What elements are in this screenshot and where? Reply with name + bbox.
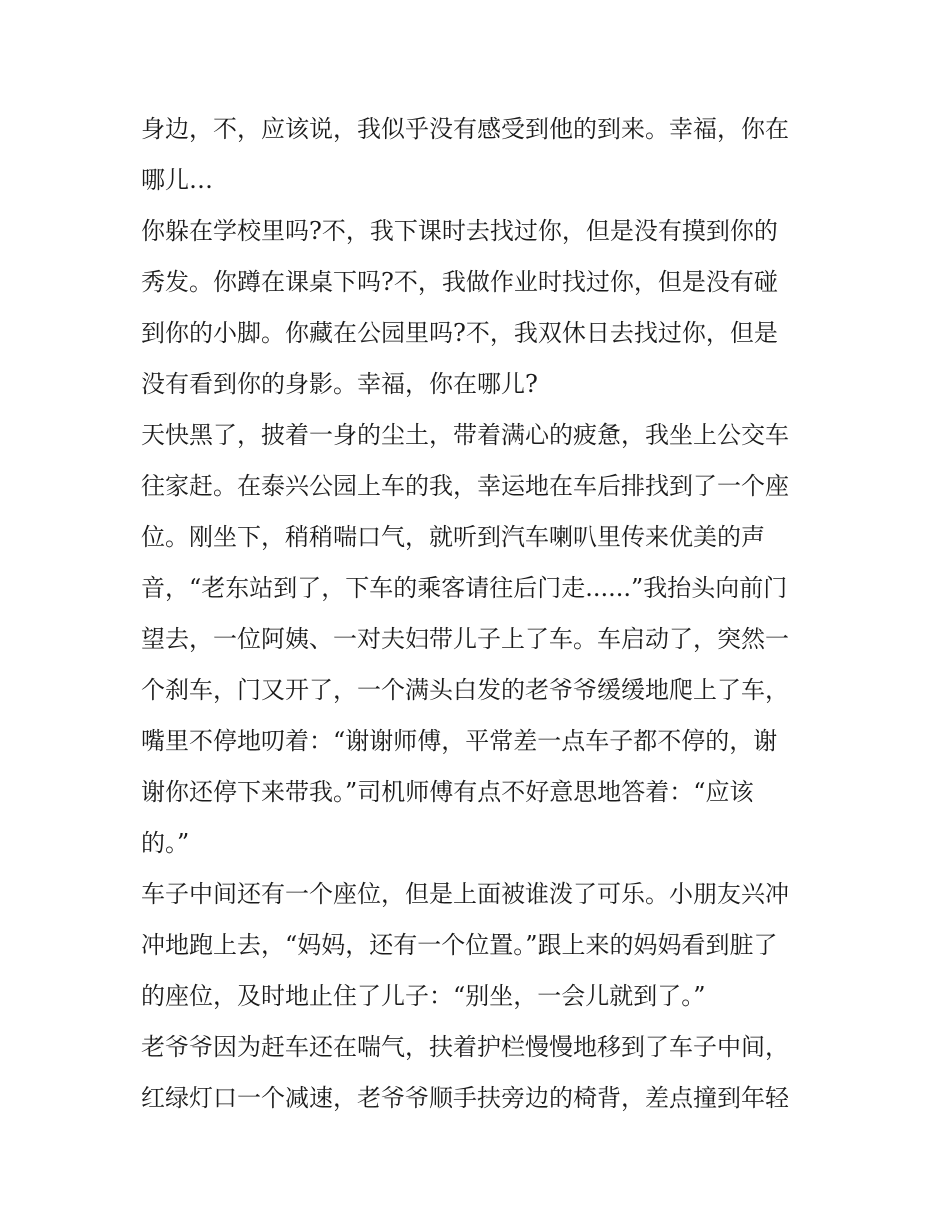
text-line: 个刹车，门又开了，一个满头白发的老爷爷缓缓地爬上了车， <box>141 676 789 704</box>
text-line: 到你的小脚。你藏在公园里吗?不，我双休日去找过你，但是 <box>141 319 778 347</box>
text-line: 的。” <box>141 829 190 857</box>
text-line: 音，“老东站到了，下车的乘客请往后门走......”我抬头向前门 <box>141 574 788 602</box>
text-line: 没有看到你的身影。幸福，你在哪儿? <box>141 370 538 398</box>
text-line: 车子中间还有一个座位，但是上面被谁泼了可乐。小朋友兴冲 <box>141 880 789 908</box>
text-line: 天快黑了，披着一身的尘土，带着满心的疲惫，我坐上公交车 <box>141 421 789 449</box>
text-line: 老爷爷因为赶车还在喘气，扶着护栏慢慢地移到了车子中间， <box>141 1033 789 1061</box>
text-line: 秀发。你蹲在课桌下吗?不，我做作业时找过你，但是没有碰 <box>141 268 778 296</box>
text-line: 冲地跑上去，“妈妈，还有一个位置。”跟上来的妈妈看到脏了 <box>141 931 778 959</box>
text-line: 位。刚坐下，稍稍喘口气，就听到汽车喇叭里传来优美的声 <box>141 523 765 551</box>
text-line: 嘴里不停地叨着：“谢谢师傅，平常差一点车子都不停的，谢 <box>141 727 778 755</box>
text-line: 往家赶。在泰兴公园上车的我，幸运地在车后排找到了一个座 <box>141 472 789 500</box>
text-line: 哪儿… <box>141 166 213 194</box>
text-line: 你躲在学校里吗?不，我下课时去找过你，但是没有摸到你的 <box>141 217 778 245</box>
body-text <box>141 104 821 1124</box>
text-line: 的座位，及时地止住了儿子：“别坐，一会儿就到了。” <box>141 982 706 1010</box>
text-line: 望去，一位阿姨、一对夫妇带儿子上了车。车启动了，突然一 <box>141 625 789 653</box>
text-line: 红绿灯口一个减速，老爷爷顺手扶旁边的椅背，差点撞到年轻 <box>141 1084 789 1112</box>
text-line: 谢你还停下来带我。”司机师傅有点不好意思地答着：“应该 <box>141 778 754 806</box>
text-line: 身边，不，应该说，我似乎没有感受到他的到来。幸福，你在 <box>141 115 789 143</box>
